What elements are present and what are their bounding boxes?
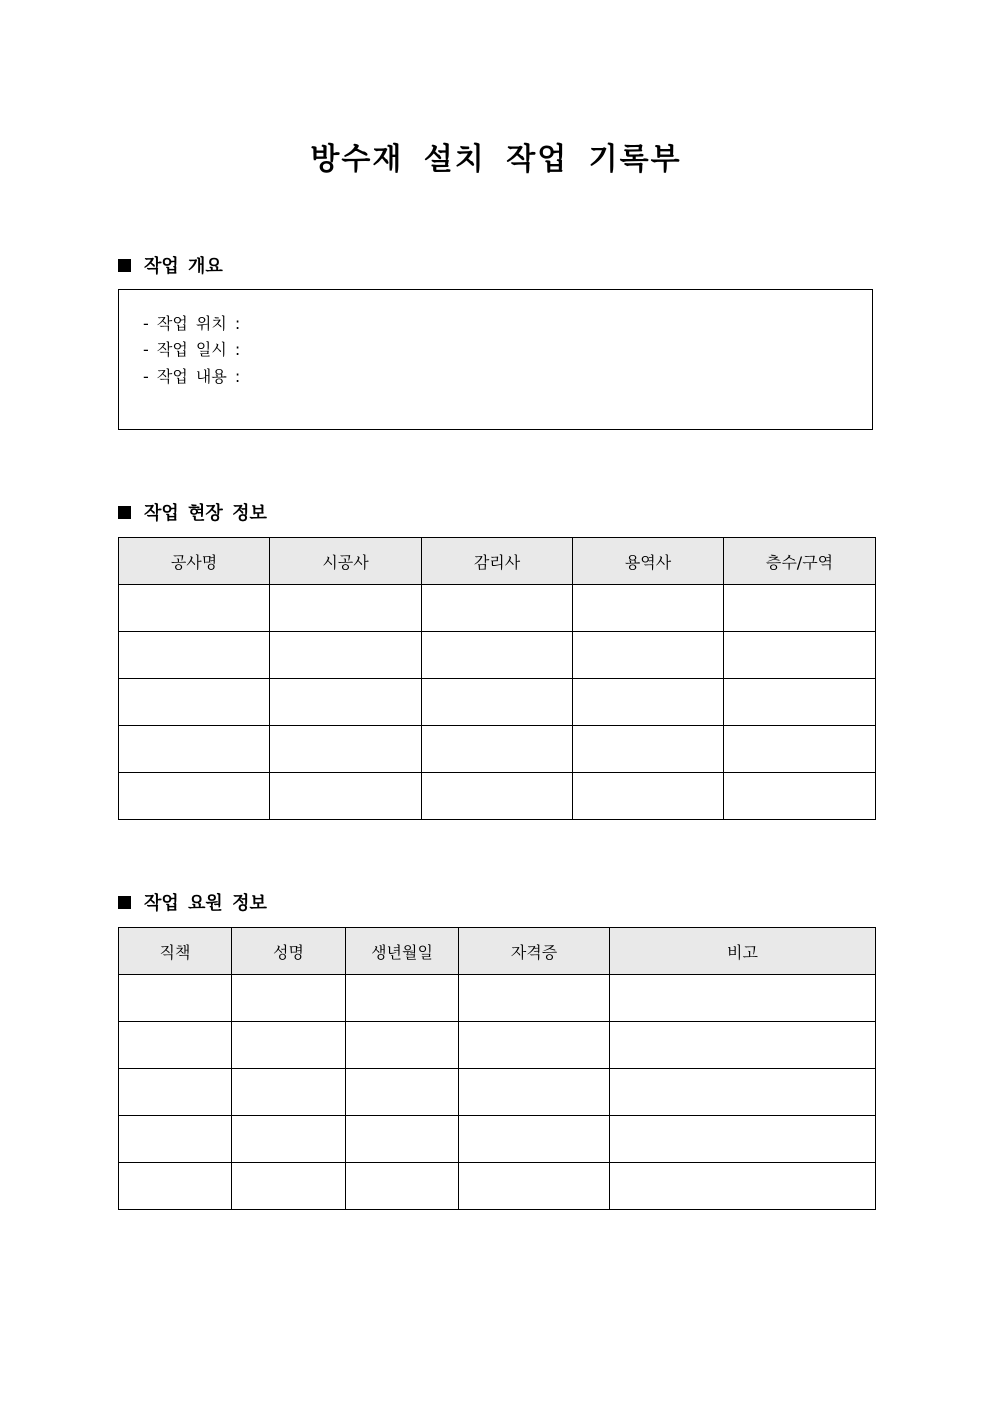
work-location-field[interactable]: - 작업 위치 :	[143, 314, 241, 333]
section-heading-label: 작업 현장 정보	[144, 503, 267, 524]
table-cell[interactable]	[459, 975, 610, 1022]
table-cell[interactable]	[119, 1022, 232, 1069]
table-cell[interactable]	[724, 679, 876, 726]
table-cell[interactable]	[346, 1069, 459, 1116]
table-row	[119, 1163, 876, 1210]
table-cell[interactable]	[573, 632, 724, 679]
square-bullet-icon	[118, 896, 131, 909]
table-cell[interactable]	[459, 1069, 610, 1116]
column-header: 자격증	[459, 928, 610, 975]
table-cell[interactable]	[119, 726, 270, 773]
column-header: 생년월일	[346, 928, 459, 975]
work-content-field[interactable]: - 작업 내용 :	[143, 367, 241, 386]
table-row	[119, 1116, 876, 1163]
page-title: 방수재 설치 작업 기록부	[310, 142, 682, 177]
column-header: 층수/구역	[724, 538, 876, 585]
table-cell[interactable]	[573, 726, 724, 773]
table-cell[interactable]	[119, 632, 270, 679]
table-cell[interactable]	[724, 585, 876, 632]
table-cell[interactable]	[119, 773, 270, 820]
table-cell[interactable]	[610, 1022, 876, 1069]
table-cell[interactable]	[346, 1116, 459, 1163]
table-cell[interactable]	[573, 773, 724, 820]
table-cell[interactable]	[346, 1163, 459, 1210]
section-heading-overview	[118, 253, 223, 277]
table-row	[119, 1022, 876, 1069]
table-cell[interactable]	[610, 1116, 876, 1163]
table-cell[interactable]	[119, 1069, 232, 1116]
table-cell[interactable]	[232, 1163, 346, 1210]
table-row	[119, 1069, 876, 1116]
table-cell[interactable]	[270, 632, 422, 679]
overview-box	[118, 289, 873, 430]
table-row	[119, 773, 876, 820]
column-header: 시공사	[270, 538, 422, 585]
table-cell[interactable]	[232, 1116, 346, 1163]
table-cell[interactable]	[346, 975, 459, 1022]
column-header: 감리사	[422, 538, 573, 585]
table-cell[interactable]	[422, 679, 573, 726]
work-date-field[interactable]: - 작업 일시 :	[143, 340, 241, 359]
site-info-table	[118, 537, 876, 820]
table-cell[interactable]	[459, 1022, 610, 1069]
table-cell[interactable]	[270, 726, 422, 773]
section-heading-label: 작업 요원 정보	[144, 893, 267, 914]
table-cell[interactable]	[119, 1116, 232, 1163]
table-cell[interactable]	[724, 726, 876, 773]
table-cell[interactable]	[724, 773, 876, 820]
table-cell[interactable]	[232, 975, 346, 1022]
workers-info-table	[118, 927, 876, 1210]
table-cell[interactable]	[724, 632, 876, 679]
column-header: 직책	[119, 928, 232, 975]
table-cell[interactable]	[232, 1069, 346, 1116]
section-heading-workers	[118, 890, 267, 914]
table-cell[interactable]	[346, 1022, 459, 1069]
table-cell[interactable]	[422, 726, 573, 773]
table-row	[119, 726, 876, 773]
table-row	[119, 679, 876, 726]
table-cell[interactable]	[422, 773, 573, 820]
column-header: 공사명	[119, 538, 270, 585]
table-cell[interactable]	[610, 975, 876, 1022]
table-cell[interactable]	[119, 1163, 232, 1210]
table-cell[interactable]	[573, 585, 724, 632]
table-row	[119, 585, 876, 632]
table-cell[interactable]	[610, 1163, 876, 1210]
table-cell[interactable]	[459, 1163, 610, 1210]
table-row	[119, 975, 876, 1022]
table-cell[interactable]	[422, 585, 573, 632]
square-bullet-icon	[118, 259, 131, 272]
table-cell[interactable]	[119, 585, 270, 632]
table-cell[interactable]	[232, 1022, 346, 1069]
table-cell[interactable]	[270, 585, 422, 632]
table-header-row	[119, 538, 876, 585]
table-cell[interactable]	[610, 1069, 876, 1116]
table-cell[interactable]	[119, 679, 270, 726]
column-header: 성명	[232, 928, 346, 975]
section-heading-label: 작업 개요	[144, 256, 223, 277]
square-bullet-icon	[118, 506, 131, 519]
table-cell[interactable]	[459, 1116, 610, 1163]
column-header: 용역사	[573, 538, 724, 585]
table-cell[interactable]	[270, 773, 422, 820]
table-cell[interactable]	[422, 632, 573, 679]
table-cell[interactable]	[573, 679, 724, 726]
table-cell[interactable]	[270, 679, 422, 726]
table-header-row	[119, 928, 876, 975]
table-row	[119, 632, 876, 679]
column-header: 비고	[610, 928, 876, 975]
table-cell[interactable]	[119, 975, 232, 1022]
section-heading-site	[118, 500, 267, 524]
